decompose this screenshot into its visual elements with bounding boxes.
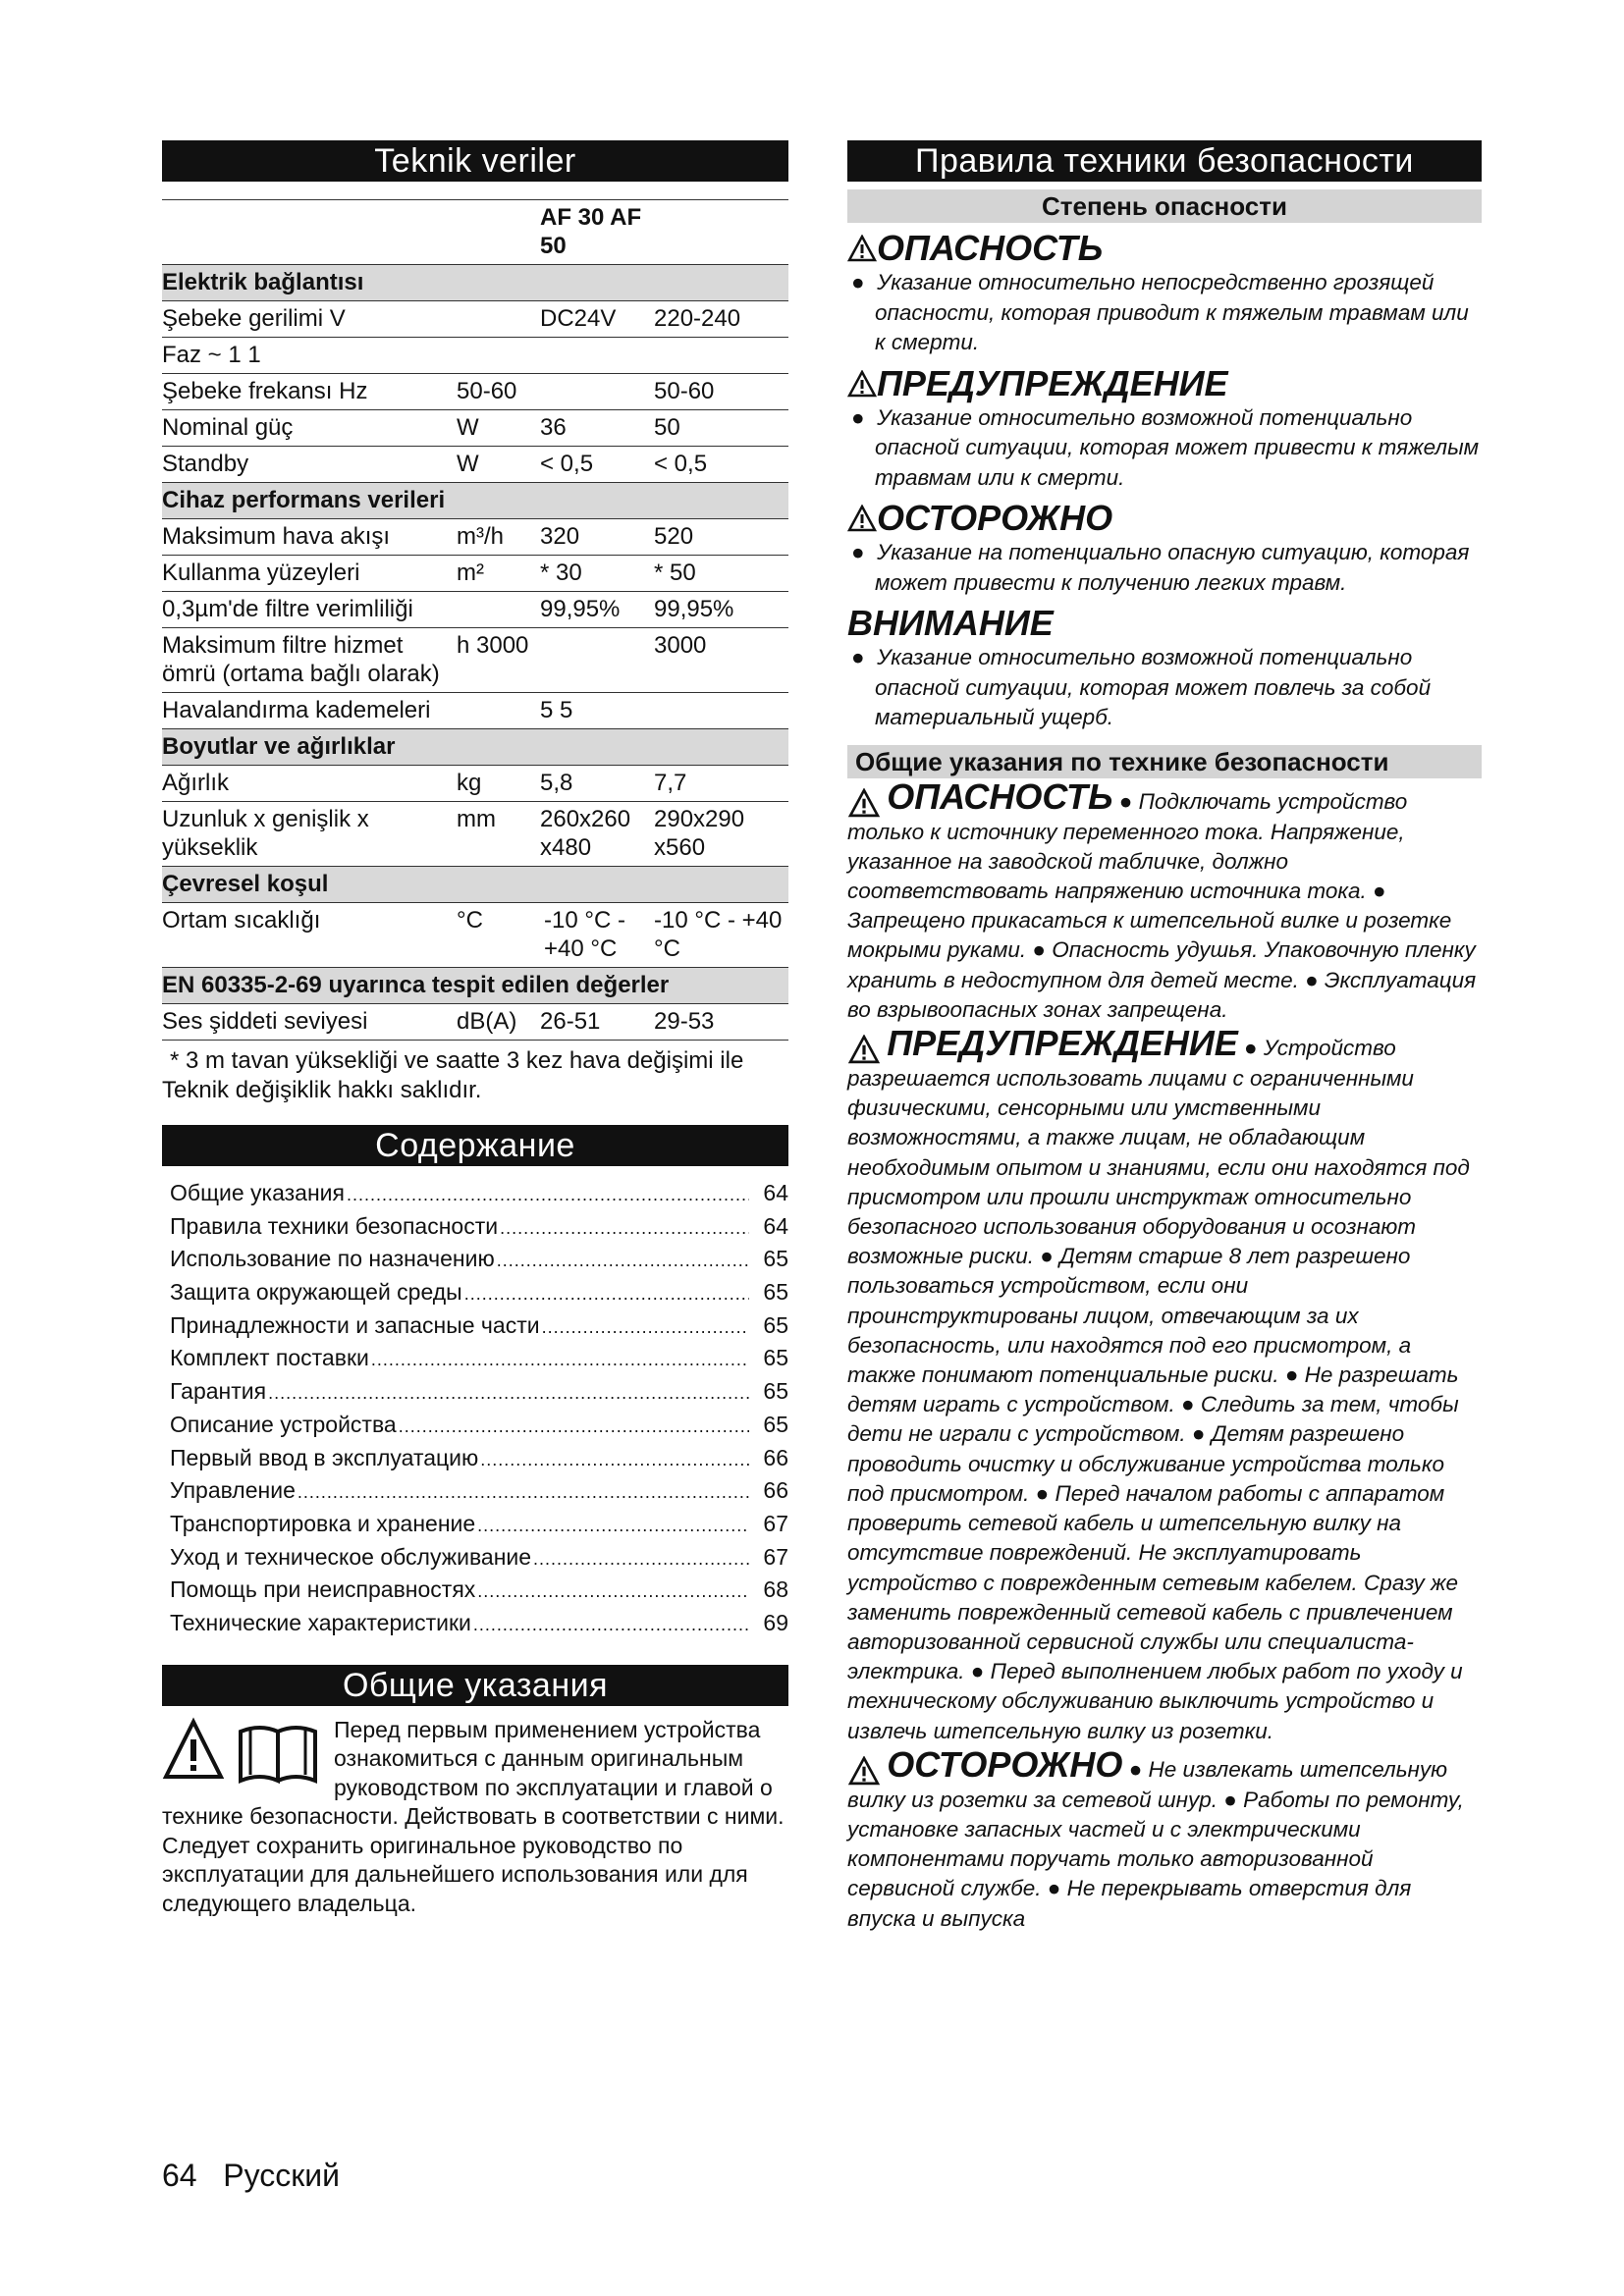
spec-cell: 7,7 [654,766,788,802]
spec-section-row [162,867,788,903]
spec-cell [654,338,788,374]
spec-row [162,374,788,410]
warning-text-body: Указание относительно возможной потенциально опасной ситуации, которая может привести к тяжелым травмам или к смерти. [875,404,1480,490]
warning-word: ПРЕДУПРЕЖДЕНИЕ [877,362,1228,403]
toc-leader-dots [464,1284,749,1305]
danger-paragraph [847,775,1482,1025]
toc-item[interactable] [162,1378,788,1412]
spec-cell: -10 °C - +40 °C [540,903,654,968]
toc-item-label: Управление [170,1477,296,1504]
warning-book-icon [162,1716,334,1794]
toc-item[interactable] [162,1576,788,1610]
page-language: Русский [223,2158,340,2193]
spec-row [162,556,788,592]
warning-paragraph-text: ● Устройство разрешается использовать лицами с ограниченными физическими, сенсорными или умственными возможностями, а также лицам, не обладающим необходимым опытом и знаниями, если они находятся под присмотром или прошли инструктаж относительно безопасного использования оборудования и осознают возможные риски. ● Детям старше 8 лет разрешено пользоваться устройством, если они проинструктированы лицом, отвечающим за их безопасность, или находятся под его присмотром, а также понимают потенциальные риски. ● Не разрешать детям играть с устройством. ● Следить за тем, чтобы дети не играли с устройством. ● Детям разрешено проводить очистку и обслуживание устройства только под присмотром. ● Перед началом работы с аппаратом проверить сетевой кабель и штепсельную вилку на отсутствие повреждений. Не эксплуатировать устройство с поврежденным сетевым кабелем. Сразу же заменить поврежденный сетевой кабель с привлечением авторизованной сервисной службы или специалиста-электрика. ● Перед выполнением любых работ по уходу и техническому обслуживанию выключить устройство и извлечь штепсельную вилку из розетки. [847,1035,1470,1743]
toc-item-label: Гарантия [170,1378,267,1405]
warning-triangle-icon [847,788,881,818]
toc-item-label: Описание устройства [170,1411,397,1437]
toc-item-page: 68 [763,1576,788,1603]
footnote [162,1046,788,1105]
spec-row [162,1004,788,1041]
toc-item-label: Общие указания [170,1180,345,1205]
left-column [162,140,788,1918]
toc-item[interactable] [162,1544,788,1577]
caution-text-body: Указание на потенциально опасную ситуацию, которая может привести к получению легких травм. [875,540,1470,595]
caution-heading [847,499,1482,538]
spec-cell: Uzunluk x genişlik x yükseklik [162,802,457,867]
toc-leader-dots [371,1350,749,1370]
spec-cell: dB(A) [457,1004,540,1041]
spec-cell: °C [457,903,540,968]
spec-cell: 520 [654,519,788,556]
general-title: Общие указания [162,1665,788,1706]
warning-paragraph-word: ПРЕДУПРЕЖДЕНИЕ [887,1022,1238,1063]
spec-cell: 290x290 x560 [654,802,788,867]
spec-section-title: Elektrik bağlantısı [162,265,788,301]
toc-leader-dots [480,1450,749,1470]
toc-item[interactable] [162,1246,788,1279]
toc-item-label: Помощь при неисправностях [170,1576,476,1603]
toc-leader-dots [473,1615,749,1635]
spec-section-row [162,729,788,766]
warning-heading [847,364,1482,403]
toc-leader-dots [268,1383,749,1404]
danger-text-body: Указание относительно непосредственно грозящей опасности, которая приводит к тяжелым травмам или к смерти. [875,270,1469,354]
spec-cell [654,693,788,729]
warning-triangle-icon [847,505,877,532]
spec-cell: Nominal güç [162,410,457,447]
spec-cell: Şebeke frekansı Hz [162,374,457,410]
spec-row [162,903,788,968]
toc-item[interactable] [162,1511,788,1544]
spec-cell: Faz ~ 1 1 [162,338,457,374]
spec-cell: * 30 [540,556,654,592]
spec-cell: 99,95% [540,592,654,628]
caution-text: ● Указание на потенциально опасную ситуацию, которая может привести к получению легких травм. [851,540,1470,595]
spec-cell: < 0,5 [540,447,654,483]
spec-cell: DC24V [540,301,654,338]
spec-section-title: Cihaz performans verileri [162,483,788,519]
spec-cell: 36 [540,410,654,447]
spec-row [162,447,788,483]
spec-cell: Maksimum hava akışı [162,519,457,556]
attention-text-body: Указание относительно возможной потенциально опасной ситуации, которая может повлечь за собой материальный ущерб. [875,645,1432,729]
danger-text: ● Указание относительно непосредственно грозящей опасности, которая приводит к тяжелым травмам или к смерти. [851,270,1469,354]
spec-row [162,628,788,693]
warning-triangle-icon [847,1756,881,1786]
caution-paragraph [847,1743,1482,1934]
spec-section-title: Çevresel koşul [162,867,788,903]
spec-cell: 50 [654,410,788,447]
attention-heading [847,604,1482,643]
toc-item[interactable] [162,1279,788,1312]
toc-item-label: Технические характеристики [170,1609,471,1635]
intro-icons [162,1716,334,1802]
toc-title: Содержание [162,1125,788,1166]
page-number: 64 [162,2158,197,2193]
toc-leader-dots [477,1516,749,1536]
caution-paragraph-text: ● Не извлекать штепсельную вилку из розетки за сетевой шнур. ● Работы по ремонту, установке запасных частей и с электрическими компонентами поручать только авторизованной сервисной службе. ● Не перекрывать отверстия для впуска и выпуска [847,1756,1464,1931]
warning-text: ● Указание относительно возможной потенциально опасной ситуации, которая может привести к тяжелым травмам или к смерти. [851,404,1480,490]
toc-leader-dots [497,1251,749,1271]
toc-item-label: Правила техники безопасности [170,1212,499,1239]
spec-cell: Kullanma yüzeyleri [162,556,457,592]
spec-cell [540,374,654,410]
toc-leader-dots [347,1185,749,1205]
toc-item-page: 65 [763,1279,788,1306]
general-intro [162,1716,788,1919]
toc-item-label: Уход и техническое обслуживание [170,1543,532,1570]
toc-item[interactable] [162,1180,788,1213]
spec-section-row [162,265,788,301]
spec-cell [457,592,540,628]
spec-row [162,766,788,802]
toc-item-label: Комплект поставки [170,1345,369,1371]
toc-item-page: 66 [763,1444,788,1470]
toc-item[interactable] [162,1312,788,1346]
spec-cell: 3000 [654,628,788,693]
toc-item-page: 64 [763,1180,788,1205]
toc-item[interactable] [162,1213,788,1247]
spec-cell: W [457,447,540,483]
spec-section-row [162,483,788,519]
spec-cell [540,628,654,693]
toc-item-page: 65 [763,1378,788,1405]
spec-header-row [162,200,788,265]
safety-title: Правила техники безопасности [847,140,1482,182]
spec-cell: h 3000 [457,628,540,693]
warning-triangle-icon [847,1035,881,1064]
spec-cell: Maksimum filtre hizmet ömrü (ortama bağlı olarak) [162,628,457,693]
toc-item-label: Транспортировка и хранение [170,1510,476,1536]
spec-cell: 99,95% [654,592,788,628]
spec-section-row [162,968,788,1004]
spec-row [162,338,788,374]
spec-cell: Havalandırma kademeleri [162,693,457,729]
toc-item[interactable] [162,1345,788,1378]
spec-cell: Şebeke gerilimi V [162,301,457,338]
spec-cell: W [457,410,540,447]
spec-cell: 260x260 x480 [540,802,654,867]
spec-cell: Ağırlık [162,766,457,802]
spec-cell: 5,8 [540,766,654,802]
spec-cell: -10 °C - +40 °C [654,903,788,968]
toc-leader-dots [477,1581,749,1602]
warning-triangle-icon [847,235,877,262]
toc-leader-dots [298,1482,749,1503]
toc-item-page: 69 [763,1609,788,1635]
spec-row [162,410,788,447]
spec-cell: 5 5 [540,693,654,729]
danger-paragraph-word: ОПАСНОСТЬ [887,775,1113,817]
toc-item-page: 65 [763,1411,788,1437]
danger-paragraph-text: ● Подключать устройство только к источнику переменного тока. Напряжение, указанное на заводской табличке, должно соответствовать напряжению источника тока. ● Запрещено прикасаться к штепсельной вилке и розетке мокрыми руками. ● Опасность удушья. Упаковочную пленку хранить в недоступном для детей месте. ● Эксплуатация во взрывоопасных зонах запрещена. [847,788,1477,1022]
spec-header-cell [654,200,788,265]
spec-cell: 220-240 [654,301,788,338]
spec-cell [540,338,654,374]
danger-heading [847,229,1482,268]
caution-paragraph-word: ОСТОРОЖНО [887,1743,1123,1785]
spec-cell: kg [457,766,540,802]
spec-row [162,802,788,867]
toc-item-page: 66 [763,1477,788,1504]
toc-item-label: Первый ввод в эксплуатацию [170,1444,479,1470]
toc-leader-dots [399,1416,749,1437]
danger-word: ОПАСНОСТЬ [877,228,1104,268]
toc-item-page: 67 [763,1510,788,1536]
spec-row [162,519,788,556]
spec-cell: 0,3µm'de filtre verimliliği [162,592,457,628]
general-safety-title: Общие указания по технике безопасности [847,745,1482,778]
spec-cell: 320 [540,519,654,556]
spec-cell: m² [457,556,540,592]
spec-cell [457,693,540,729]
spec-row [162,301,788,338]
toc-list [162,1180,788,1643]
right-column [847,140,1482,1934]
warning-triangle-icon [847,370,877,398]
toc-item[interactable] [162,1412,788,1445]
footnote-line-1: * 3 m tavan yüksekliği ve saatte 3 kez hava değişimi ile [170,1047,744,1074]
spec-cell: mm [457,802,540,867]
spec-cell: 29-53 [654,1004,788,1041]
spec-cell: Ortam sıcaklığı [162,903,457,968]
toc-item[interactable] [162,1610,788,1643]
spec-cell: 50-60 [457,374,540,410]
toc-item-page: 65 [763,1246,788,1272]
toc-leader-dots [542,1317,749,1338]
spec-cell: m³/h [457,519,540,556]
general-intro-text: Перед первым применением устройства ознакомиться с данным оригинальным руководством по эксплуатации и главой о технике безопасности. Действовать в соответствии с ними. Следует сохранить оригинальное руководство по эксплуатации для дальнейшего использования или для следующего владельца. [162,1716,785,1916]
toc-item-page: 67 [763,1543,788,1570]
tech-data-title: Teknik veriler [162,140,788,182]
page-footer [162,2158,340,2194]
toc-item-label: Защита окружающей среды [170,1279,462,1306]
toc-item-page: 65 [763,1345,788,1371]
spec-row [162,592,788,628]
spec-cell: * 50 [654,556,788,592]
spec-cell: < 0,5 [654,447,788,483]
toc-item-page: 64 [763,1212,788,1239]
spec-cell [457,338,540,374]
spec-header-cell: AF 30 AF 50 [540,200,654,265]
spec-cell: Standby [162,447,457,483]
warning-paragraph [847,1022,1482,1746]
spec-header-cell [457,200,540,265]
spec-table [162,199,788,1041]
toc-leader-dots [533,1549,749,1570]
spec-cell: Ses şiddeti seviyesi [162,1004,457,1041]
toc-item-label: Использование по назначению [170,1246,495,1272]
attention-text: ● Указание относительно возможной потенциально опасной ситуации, которая может повлечь за собой материальный ущерб. [851,645,1432,729]
degree-title: Степень опасности [847,189,1482,223]
spec-cell: 50-60 [654,374,788,410]
spec-section-title: EN 60335-2-69 uyarınca tespit edilen değerler [162,968,788,1004]
spec-header-cell [162,200,457,265]
footnote-line-2: Teknik değişiklik hakkı saklıdır. [162,1077,482,1103]
spec-cell [457,301,540,338]
toc-leader-dots [500,1218,749,1239]
spec-cell: 26-51 [540,1004,654,1041]
attention-word: ВНИМАНИЕ [847,603,1054,643]
toc-item[interactable] [162,1445,788,1478]
spec-section-title: Boyutlar ve ağırlıklar [162,729,788,766]
toc-item[interactable] [162,1477,788,1511]
spec-row [162,693,788,729]
toc-item-label: Принадлежности и запасные части [170,1311,540,1338]
toc-item-page: 65 [763,1311,788,1338]
caution-word: ОСТОРОЖНО [877,498,1113,538]
